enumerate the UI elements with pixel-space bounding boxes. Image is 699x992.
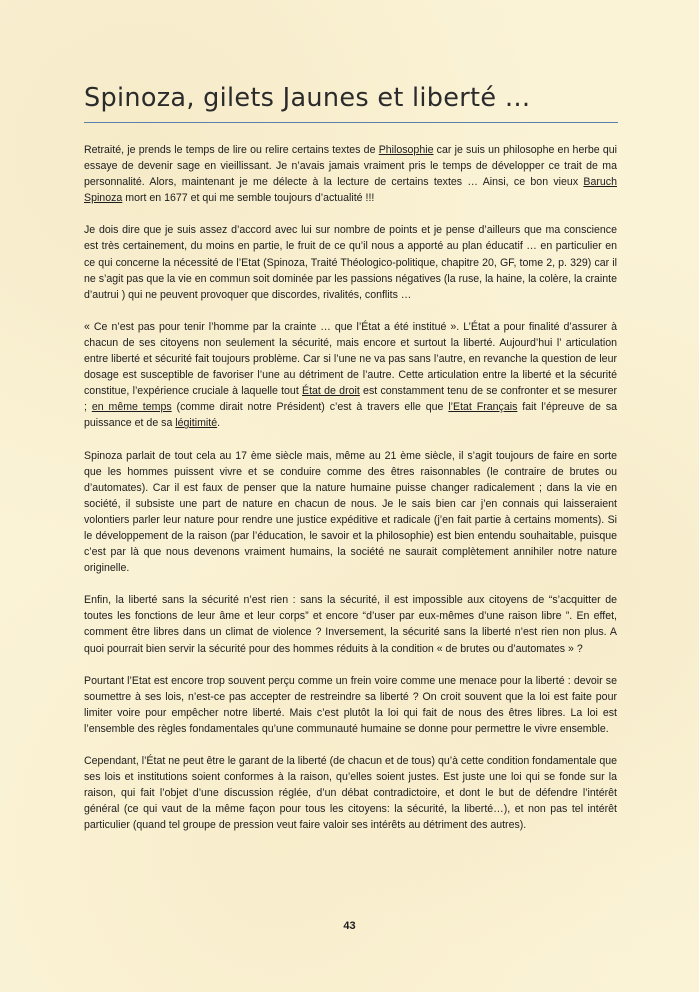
legitimite-link[interactable]: légitimité (175, 417, 218, 430)
paragraph-3-text-d: fait l’épreuve de sa puissance et de sa (84, 401, 618, 430)
paragraph-1-text-c: mort en 1677 et qui me semble toujours d’actualité !!! (122, 192, 375, 205)
paragraph-5: Enfin, la liberté sans la sécurité n’est rien : sans la sécurité, il est impossible aux citoyens de “s’acquitter de toutes les fonctions de leur âme et leur corps” et encore “d’user par eux-mêmes d’une raison libre ”. En effet, comment être libres dans un climat de violence ? Inversement, la sécurité sans la liberté n’est rien non plus. A quoi pourrait bien servir la sécurité pour des hommes réduits à la condition « de brutes ou d’automates » ? (84, 594, 617, 655)
etat-de-droit-link[interactable]: État de droit (302, 385, 360, 398)
title-underline-rule (84, 122, 618, 123)
etat-francais-link[interactable]: l’Etat Français (448, 401, 518, 414)
en-meme-temps-link[interactable]: en même temps (91, 401, 172, 414)
baruch-spinoza-link[interactable]: Baruch Spinoza (84, 176, 617, 205)
paragraph-1 (84, 142, 617, 206)
paragraph-3-text-a: « Ce n’est pas pour tenir l’homme par la crainte … que l’État a été institué ». L’État a pour finalité d’assurer à chacun de ses citoyens non seulement la sécurité, mais encore et surtout la liberté. Aujourd’hui l’ articulation entre liberté et sécurité fait toujours problème. Car si l’une ne va pas sans l’autre, en revanche la question de leur dosage est susceptible de favoriser l’une au détriment de l’autre. Cette articulation entre la liberté et la sécurité constitue, l’expérience cruciale à laquelle tout (84, 320, 617, 398)
paragraph-3 (84, 319, 617, 432)
article-title: Spinoza, gilets Jaunes et liberté … (84, 83, 531, 113)
philosophie-link[interactable]: Philosophie (378, 144, 434, 156)
paragraph-1-text-a: Retraité, je prends le temps de lire ou relire certains textes de (84, 144, 379, 156)
page-number: 43 (343, 920, 356, 932)
paragraph-6: Pourtant l’Etat est encore trop souvent perçu comme un frein voire comme une menace pour la liberté : devoir se soumettre à ses lois, n’est-ce pas accepter de restreindre sa liberté ? On croit souvent que la loi est faite pour limiter voire pour empêcher notre liberté. Mais c’est plutôt la loi qui fait de nous des êtres libres. La loi est l’ensemble des règles fondamentales qu’une communauté humaine se donne pour permettre le vivre ensemble. (84, 674, 617, 735)
paragraph-7: Cependant, l’État ne peut être le garant de la liberté (de chacun et de tous) qu’à cette condition fondamentale que ses lois et institutions soient conformes à la raison, qu’elles soient justes. Est juste une loi qui se fonde sur la raison, qui fait l’objet d’une discussion réglée, d’un débat contradictoire, et dont le but de défendre l’intérêt général (ce qui vaut de la même façon pour tous les citoyens: la sécurité, la liberté…), et non pas tel intérêt particulier (quand tel groupe de pression veut faire valoir ses intérêts au détriment des autres). (84, 755, 617, 832)
paragraph-2: Je dois dire que je suis assez d’accord avec lui sur nombre de points et je pense d’ailleurs que ma conscience est très certainement, du moins en partie, le fruit de ce qu’il nous a apporté au plan éducatif … en particulier en ce qui concerne la nécessité de l’Etat (Spinoza, Traité Théologico-politique, chapitre 20, GF, tome 2, p. 329) car il ne s’agit pas que la vie en commun soit dominée par les passions négatives (la ruse, la haine, la colère, la crainte d’autrui ) qui ne peuvent provoquer que discordes, rivalités, conflits … (84, 224, 617, 301)
article-body (84, 142, 617, 849)
paragraph-4: Spinoza parlait de tout cela au 17 ème siècle mais, même au 21 ème siècle, il s’agit toujours de faire en sorte que les hommes puissent vivre et se conduire comme des êtres raisonnables (le contraire de brutes ou d’automates). Car il est faux de penser que la nature humaine puisse changer radicalement ; dans la vie en société, il subsiste une part de nature en chacun de nous. Je le sais bien car j’en connais qui laisseraient volontiers parler leur nature pour rendre une justice expéditive et radicale (j’en fait partie à certains moments). Si le développement de la raison (par l’éducation, le savoir et la philosophie) est bien entendu souhaitable, puisque c’est par là que nous devenons vraiment humains, la société ne saurait complètement annihiler notre nature originelle. (84, 449, 617, 575)
paragraph-3-text-e: . (217, 417, 221, 430)
paragraph-3-text-c: (comme dirait notre Président) c’est à travers elle que (171, 401, 449, 414)
paragraph-3-text-b: est constamment tenu de se confronter et se mesurer ; (84, 385, 618, 414)
paragraph-1-text-b: car je suis un philosophe en herbe qui essaye de devenir sage en vieillissant. Je n’avais jamais vraiment pris le temps de développer ce trait de ma personnalité. Alors, maintenant je me délecte à la lecture de certains textes … Ainsi, ce bon vieux (84, 144, 617, 189)
